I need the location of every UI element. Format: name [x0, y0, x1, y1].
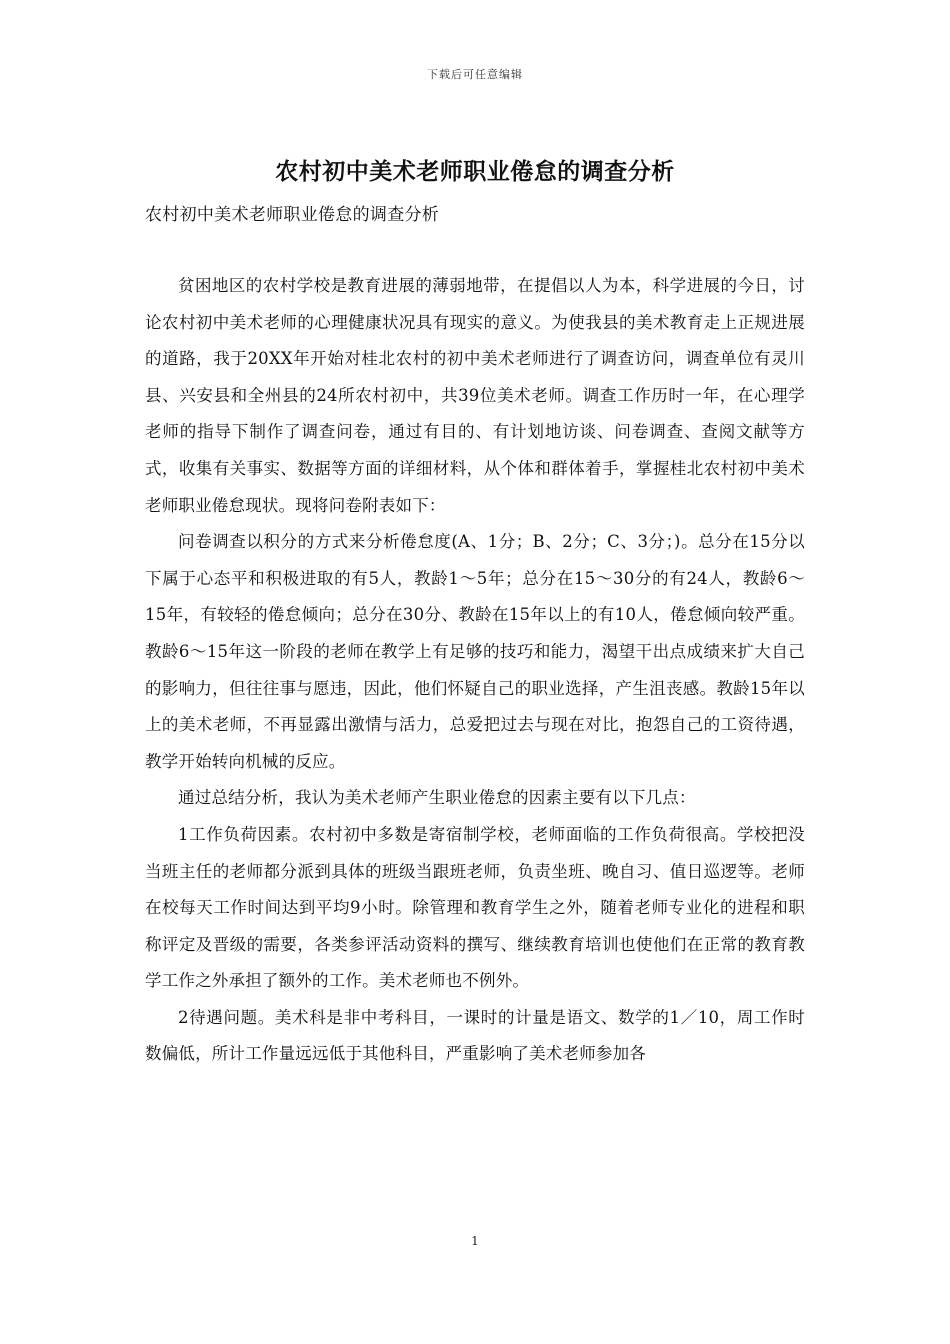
document-title: 农村初中美术老师职业倦怠的调查分析 — [275, 158, 675, 185]
paragraph: 2待遇问题。美术科是非中考科目，一课时的计量是语文、数学的1／10，周工作时数偏低，所计工作量远远低于其他科目，严重影响了美术老师参加各 — [145, 1007, 805, 1064]
paragraph: 1工作负荷因素。农村初中多数是寄宿制学校，老师面临的工作负荷很高。学校把没当班主任的老师都分派到具体的班级当跟班老师，负责坐班、晚自习、值日巡逻等。老师在校每天工作时间达到平均9小时。除管理和教育学生之外，随着老师专业化的进程和职称评定及晋级的需要，各类参评活动资料的撰写、继续教育培训也使他们在正常的教育教学工作之外承担了额外的工作。美术老师也不例外。 — [145, 824, 805, 991]
page-number: 1 — [471, 1234, 479, 1248]
paragraph: 贫困地区的农村学校是教育进展的薄弱地带，在提倡以人为本，科学进展的今日，讨论农村初中美术老师的心理健康状况具有现实的意义。为使我县的美术教育走上正规进展的道路，我于20XX年开始对桂北农村的初中美术老师进行了调查访问，调查单位有灵川县、兴安县和全州县的24所农村初中，共39位美术老师。调查工作历时一年，在心理学老师的指导下制作了调查问卷，通过有目的、有计划地访谈、问卷调查、查阅文献等方式，收集有关事实、数据等方面的详细材料，从个体和群体着手，掌握桂北农村初中美术老师职业倦怠现状。现将问卷附表如下： — [145, 276, 805, 515]
document-body — [145, 268, 805, 1073]
paragraph: 问卷调查以积分的方式来分析倦怠度(A、1分；B、2分；C、3分；)。总分在15分以下属于心态平和积极进取的有5人，教龄1～5年；总分在15～30分的有24人，教龄6～15年，有较轻的倦怠倾向；总分在30分、教龄在15年以上的有10人，倦怠倾向较严重。教龄6～15年这一阶段的老师在教学上有足够的技巧和能力，渴望干出点成绩来扩大自己的影响力，但往往事与愿违，因此，他们怀疑自己的职业选择，产生沮丧感。教龄15年以上的美术老师，不再显露出激情与活力，总爱把过去与现在对比，抱怨自己的工资待遇，教学开始转向机械的反应。 — [145, 532, 805, 771]
header-note: 下载后可任意编辑 — [427, 68, 523, 81]
document-subtitle: 农村初中美术老师职业倦怠的调查分析 — [145, 205, 440, 225]
paragraph: 通过总结分析，我认为美术老师产生职业倦怠的因素主要有以下几点： — [178, 788, 696, 808]
